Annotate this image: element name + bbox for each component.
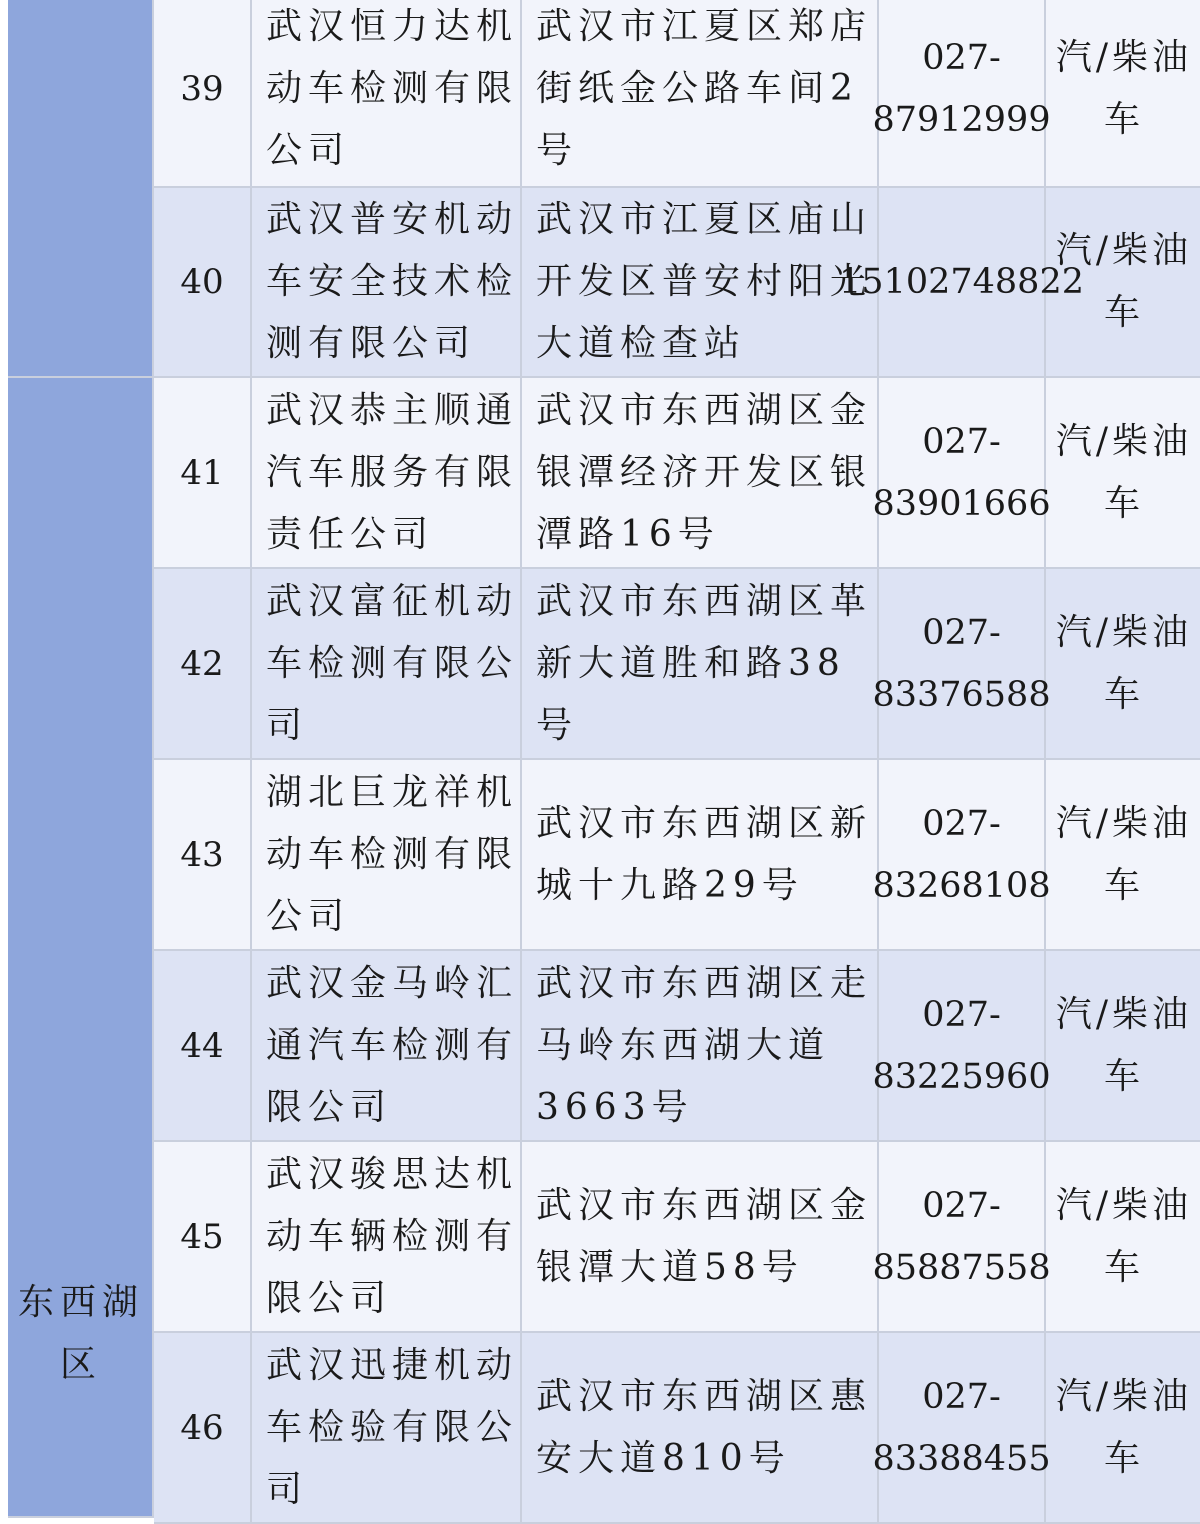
vehicle-type: 汽/柴油车	[1046, 188, 1200, 378]
phone-number: 027-83376588	[879, 569, 1046, 760]
vehicle-type: 汽/柴油车	[1046, 1333, 1200, 1524]
row-number: 46	[154, 1333, 252, 1524]
vehicle-type: 汽/柴油车	[1046, 0, 1200, 188]
phone-number: 027-83225960	[879, 951, 1046, 1142]
phone-number: 027-85887558	[879, 1142, 1046, 1333]
table-row	[154, 1142, 1200, 1333]
vehicle-type: 汽/柴油车	[1046, 569, 1200, 760]
company-address: 武汉市江夏区郑店街纸金公路车间2号	[522, 0, 879, 188]
phone-number: 027-83268108	[879, 760, 1046, 951]
vehicle-type: 汽/柴油车	[1046, 1142, 1200, 1333]
district-label: 东西湖区	[17, 1282, 144, 1385]
table-row	[154, 760, 1200, 951]
company-address: 武汉市东西湖区革新大道胜和路38号	[522, 569, 879, 760]
row-number: 43	[154, 760, 252, 951]
table-row	[154, 188, 1200, 378]
company-address: 武汉市东西湖区惠安大道810号	[522, 1333, 879, 1524]
company-name: 湖北巨龙祥机动车检测有限公司	[252, 760, 522, 951]
company-name: 武汉金马岭汇通汽车检测有限公司	[252, 951, 522, 1142]
vehicle-type: 汽/柴油车	[1046, 378, 1200, 569]
company-name: 武汉恒力达机动车检测有限公司	[252, 0, 522, 188]
table-row	[154, 569, 1200, 760]
company-name: 武汉富征机动车检测有限公司	[252, 569, 522, 760]
district-cell-jiangxia	[8, 0, 154, 378]
company-address: 武汉市东西湖区走马岭东西湖大道3663号	[522, 951, 879, 1142]
phone-number: 15102748822	[879, 188, 1046, 378]
vehicle-type: 汽/柴油车	[1046, 951, 1200, 1142]
table-row	[154, 378, 1200, 569]
table-row	[154, 1333, 1200, 1524]
row-number: 39	[154, 0, 252, 188]
company-address: 武汉市东西湖区金银潭经济开发区银潭路16号	[522, 378, 879, 569]
row-number: 41	[154, 378, 252, 569]
row-number: 42	[154, 569, 252, 760]
table-row	[154, 0, 1200, 188]
company-name: 武汉骏思达机动车辆检测有限公司	[252, 1142, 522, 1333]
company-name: 武汉恭主顺通汽车服务有限责任公司	[252, 378, 522, 569]
phone-number: 027-83901666	[879, 378, 1046, 569]
row-number: 40	[154, 188, 252, 378]
phone-number: 027-87912999	[879, 0, 1046, 188]
phone-number: 027-83388455	[879, 1333, 1046, 1524]
table-row	[154, 951, 1200, 1142]
company-name: 武汉迅捷机动车检验有限公司	[252, 1333, 522, 1524]
company-address: 武汉市江夏区庙山开发区普安村阳光大道检查站	[522, 188, 879, 378]
company-address: 武汉市东西湖区金银潭大道58号	[522, 1142, 879, 1333]
district-cell-dongxihu	[8, 378, 154, 1518]
vehicle-type: 汽/柴油车	[1046, 760, 1200, 951]
row-number: 45	[154, 1142, 252, 1333]
row-number: 44	[154, 951, 252, 1142]
company-address: 武汉市东西湖区新城十九路29号	[522, 760, 879, 951]
company-name: 武汉普安机动车安全技术检测有限公司	[252, 188, 522, 378]
